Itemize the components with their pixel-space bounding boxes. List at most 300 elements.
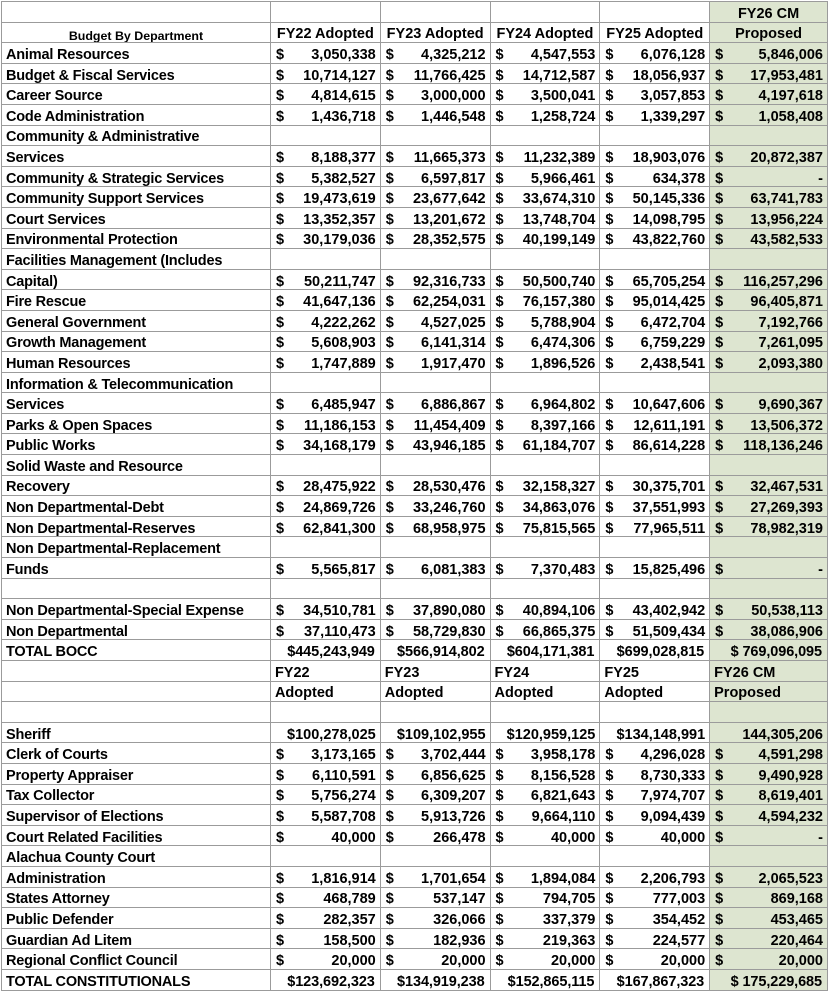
total-amount-fy25 — [600, 969, 710, 990]
currency-symbol: $ — [605, 191, 614, 208]
currency-symbol: $ — [495, 953, 504, 970]
total-row — [2, 640, 828, 661]
amount-text: 4,197,618 — [758, 88, 823, 105]
currency-symbol: $ — [605, 870, 614, 887]
amount-text: 20,000 — [778, 953, 823, 970]
amount-text: 37,890,080 — [412, 603, 486, 620]
amount-text: 116,257,296 — [743, 273, 823, 290]
currency-symbol: $ — [715, 953, 724, 970]
amount-text: 34,168,179 — [303, 438, 376, 455]
currency-symbol: $ — [605, 211, 614, 228]
currency-symbol: $ — [605, 170, 614, 187]
currency-symbol: $ — [275, 170, 285, 187]
cell-amount-empty — [710, 537, 828, 558]
row-label: Code Administration — [2, 104, 271, 125]
cell-amount — [380, 63, 490, 84]
column-header-line1 — [380, 2, 490, 23]
cell-amount — [600, 146, 710, 167]
cell-amount — [600, 43, 710, 64]
amount-text: 6,964,802 — [530, 397, 596, 414]
currency-symbol: $ — [275, 808, 285, 825]
cell-amount — [490, 516, 600, 537]
amount-text: 1,816,914 — [311, 870, 376, 887]
amount-text: 326,066 — [433, 911, 486, 928]
currency-symbol: $ — [495, 438, 504, 455]
row-label-line1: Information & Telecommunication — [2, 372, 271, 393]
amount-text: 6,110,591 — [312, 767, 376, 784]
row-label: Supervisor of Elections — [2, 805, 271, 826]
cell-amount — [270, 434, 380, 455]
currency-symbol: $ — [495, 211, 504, 228]
amount-text: 86,614,228 — [632, 438, 706, 455]
amount-text: 77,965,511 — [633, 520, 706, 537]
currency-symbol: $ — [275, 294, 285, 311]
amount-text: 9,690,367 — [758, 397, 823, 414]
cell-amount — [380, 187, 490, 208]
row-label-line2: Funds — [2, 558, 271, 579]
table-row — [2, 578, 828, 599]
currency-symbol: $ — [495, 603, 504, 620]
row-label: Non Departmental-Special Expense — [2, 599, 271, 620]
cell-amount — [710, 516, 828, 537]
cell-amount-empty — [270, 372, 380, 393]
row-label: Budget & Fiscal Services — [2, 63, 271, 84]
amount-text: 5,966,461 — [530, 170, 596, 187]
cell-amount — [600, 475, 710, 496]
currency-symbol: $ — [605, 149, 614, 166]
amount-text: $699,028,815 — [616, 644, 705, 661]
cell-amount — [270, 805, 380, 826]
cell-amount — [380, 84, 490, 105]
budget-table-body — [2, 2, 828, 991]
table-row — [2, 722, 828, 743]
cell-amount-empty — [600, 846, 710, 867]
cell-amount — [710, 393, 828, 414]
currency-symbol: $ — [275, 191, 285, 208]
currency-symbol: $ — [385, 561, 394, 578]
column-header-line1: FY24 — [490, 661, 600, 682]
currency-symbol: $ — [495, 397, 504, 414]
cell-amount — [490, 207, 600, 228]
cell-amount — [600, 207, 710, 228]
currency-symbol: $ — [385, 911, 394, 928]
table-row — [2, 496, 828, 517]
currency-symbol: $ — [385, 191, 394, 208]
currency-symbol: $ — [605, 47, 614, 63]
amount-text: 40,199,149 — [522, 232, 596, 249]
cell-amount-empty — [600, 372, 710, 393]
currency-symbol: $ — [385, 788, 394, 805]
cell-amount — [600, 949, 710, 970]
amount-text: 3,958,178 — [530, 747, 596, 764]
cell-amount — [270, 475, 380, 496]
cell-amount — [600, 599, 710, 620]
budget-spreadsheet — [0, 1, 829, 990]
cell-amount-empty — [490, 846, 600, 867]
cell-amount — [490, 805, 600, 826]
cell-amount — [380, 475, 490, 496]
table-row — [2, 763, 828, 784]
amount-text: 28,530,476 — [412, 479, 486, 496]
amount-text: $134,148,991 — [616, 726, 706, 743]
row-label-line1: Alachua County Court — [2, 846, 271, 867]
cell-amount — [710, 599, 828, 620]
cell-amount-empty — [490, 455, 600, 476]
row-label: Public Defender — [2, 908, 271, 929]
cell-amount — [380, 578, 490, 599]
row-label-line1: Solid Waste and Resource — [2, 455, 271, 476]
table-row — [2, 146, 828, 167]
cell-amount — [490, 949, 600, 970]
currency-symbol: $ — [385, 438, 394, 455]
cell-amount — [270, 702, 380, 723]
amount-text: 3,050,338 — [311, 47, 376, 63]
cell-amount — [710, 187, 828, 208]
currency-symbol: $ — [495, 108, 504, 125]
cell-amount — [710, 496, 828, 517]
cell-amount-empty — [270, 125, 380, 146]
cell-amount — [490, 228, 600, 249]
currency-symbol: $ — [275, 891, 285, 908]
amount-text: 14,098,795 — [632, 211, 706, 228]
amount-text: 220,464 — [770, 932, 823, 949]
cell-amount-empty — [600, 537, 710, 558]
cell-amount-empty — [490, 249, 600, 270]
amount-text: 33,246,760 — [412, 500, 486, 517]
table-row — [2, 104, 828, 125]
cell-amount — [270, 887, 380, 908]
cell-amount — [270, 949, 380, 970]
cell-amount-empty — [710, 455, 828, 476]
currency-symbol: $ — [715, 191, 724, 208]
amount-text: 10,647,606 — [632, 397, 706, 414]
amount-text: $100,278,025 — [287, 726, 376, 743]
row-label: Non Departmental — [2, 619, 271, 640]
row-label — [2, 702, 271, 723]
amount-text: 6,076,128 — [640, 47, 706, 63]
cell-amount — [710, 63, 828, 84]
currency-symbol: $ — [605, 911, 614, 928]
amount-text: 43,582,533 — [750, 232, 823, 249]
cell-amount — [380, 516, 490, 537]
amount-text: 1,058,408 — [758, 108, 823, 125]
row-label-line1: Community & Administrative — [2, 125, 271, 146]
table-row — [2, 413, 828, 434]
amount-text: 3,173,165 — [311, 747, 376, 764]
amount-text: 266,478 — [433, 829, 486, 846]
cell-amount — [490, 393, 600, 414]
currency-symbol: $ — [495, 520, 504, 537]
currency-symbol: $ — [605, 808, 614, 825]
cell-amount — [600, 722, 710, 743]
cell-amount — [710, 228, 828, 249]
cell-amount — [270, 578, 380, 599]
amount-text: 6,081,383 — [421, 561, 486, 578]
amount-text: 337,379 — [542, 911, 596, 928]
header-dept-blank — [2, 661, 271, 682]
currency-symbol: $ — [495, 417, 504, 434]
cell-amount — [710, 949, 828, 970]
amount-text: 9,490,928 — [758, 767, 823, 784]
currency-symbol: $ — [385, 520, 394, 537]
currency-symbol: $ — [715, 397, 724, 414]
currency-symbol: $ — [495, 747, 504, 764]
table-row — [2, 455, 828, 476]
cell-amount — [270, 84, 380, 105]
cell-amount-empty — [380, 537, 490, 558]
amount-text: 13,201,672 — [412, 211, 486, 228]
amount-text: 4,222,262 — [311, 314, 376, 331]
cell-amount-empty — [270, 249, 380, 270]
cell-amount — [600, 352, 710, 373]
amount-text: 11,186,153 — [303, 417, 376, 434]
cell-amount — [380, 207, 490, 228]
cell-amount — [380, 887, 490, 908]
cell-amount — [490, 599, 600, 620]
row-label: Career Source — [2, 84, 271, 105]
header-department-label: Budget By Department — [2, 22, 271, 43]
amount-text: 7,370,483 — [530, 561, 596, 578]
cell-amount — [380, 269, 490, 290]
amount-text: 68,958,975 — [412, 520, 486, 537]
currency-symbol: $ — [275, 767, 285, 784]
cell-amount — [710, 722, 828, 743]
row-label-line1: Facilities Management (Includes — [2, 249, 271, 270]
cell-amount-empty — [380, 249, 490, 270]
total-label: TOTAL BOCC — [2, 640, 271, 661]
cell-amount — [380, 928, 490, 949]
currency-symbol: $ — [275, 623, 285, 640]
currency-symbol: $ — [495, 232, 504, 249]
currency-symbol: $ — [495, 273, 504, 290]
cell-amount — [270, 413, 380, 434]
amount-text: 63,741,783 — [750, 191, 823, 208]
amount-text: 5,565,817 — [311, 561, 376, 578]
currency-symbol: $ — [275, 870, 285, 887]
amount-text: 66,865,375 — [522, 623, 596, 640]
amount-text: 118,136,246 — [743, 438, 823, 455]
currency-symbol: $ — [385, 211, 394, 228]
cell-amount — [600, 84, 710, 105]
row-label: Regional Conflict Council — [2, 949, 271, 970]
currency-symbol: $ — [715, 829, 724, 846]
amount-text: 6,485,947 — [311, 397, 376, 414]
amount-text: 11,454,409 — [413, 417, 486, 434]
amount-text: 4,527,025 — [421, 314, 486, 331]
cell-amount — [490, 866, 600, 887]
currency-symbol: $ — [715, 479, 724, 496]
amount-text: 453,465 — [770, 911, 823, 928]
cell-amount — [600, 187, 710, 208]
cell-amount — [380, 866, 490, 887]
cell-amount — [710, 619, 828, 640]
amount-text: 15,825,496 — [632, 561, 706, 578]
row-label: Environmental Protection — [2, 228, 271, 249]
row-label: Animal Resources — [2, 43, 271, 64]
table-row — [2, 743, 828, 764]
cell-amount — [710, 104, 828, 125]
amount-text: 282,357 — [323, 911, 376, 928]
amount-text: - — [818, 829, 823, 846]
row-label: Guardian Ad Litem — [2, 928, 271, 949]
table-row — [2, 166, 828, 187]
currency-symbol: $ — [605, 603, 614, 620]
table-header-row — [2, 22, 828, 43]
currency-symbol: $ — [275, 355, 285, 372]
amount-text: 23,677,642 — [412, 191, 486, 208]
amount-text: 24,869,726 — [303, 500, 376, 517]
amount-text: 19,473,619 — [303, 191, 376, 208]
currency-symbol: $ — [275, 88, 285, 105]
cell-amount — [490, 352, 600, 373]
amount-text: 5,788,904 — [530, 314, 596, 331]
row-label-line2: Recovery — [2, 475, 271, 496]
cell-amount — [380, 825, 490, 846]
amount-text: 4,814,615 — [311, 88, 376, 105]
cell-amount-empty — [380, 372, 490, 393]
cell-amount — [380, 558, 490, 579]
amount-text: 92,316,733 — [412, 273, 486, 290]
amount-text: 61,184,707 — [522, 438, 596, 455]
cell-amount — [710, 331, 828, 352]
currency-symbol: $ — [605, 417, 614, 434]
amount-text: 62,841,300 — [303, 520, 376, 537]
column-header-fy23: FY23 Adopted — [380, 22, 490, 43]
amount-text: 7,261,095 — [758, 335, 823, 352]
amount-text: 6,472,704 — [640, 314, 706, 331]
amount-text: $152,865,115 — [507, 973, 595, 990]
table-row — [2, 928, 828, 949]
currency-symbol: $ — [385, 891, 394, 908]
cell-amount — [380, 393, 490, 414]
currency-symbol: $ — [275, 788, 285, 805]
amount-text: 27,269,393 — [750, 500, 823, 517]
currency-symbol: $ — [495, 191, 504, 208]
cell-amount — [490, 825, 600, 846]
amount-text: 30,179,036 — [303, 232, 376, 249]
column-header-fy25: FY25 Adopted — [600, 22, 710, 43]
column-header-fy22: FY22 Adopted — [270, 22, 380, 43]
table-row — [2, 63, 828, 84]
amount-text: $566,914,802 — [397, 644, 485, 661]
cell-amount-empty — [270, 537, 380, 558]
cell-amount — [270, 207, 380, 228]
cell-amount — [490, 722, 600, 743]
amount-text: 78,982,319 — [750, 520, 823, 537]
cell-amount — [380, 619, 490, 640]
amount-text: $167,867,323 — [616, 973, 705, 990]
table-row — [2, 125, 828, 146]
currency-symbol: $ — [275, 747, 285, 764]
table-row — [2, 866, 828, 887]
amount-text: 3,057,853 — [640, 88, 706, 105]
amount-text: 13,506,372 — [750, 417, 823, 434]
currency-symbol: $ — [385, 500, 394, 517]
cell-amount — [600, 104, 710, 125]
amount-text: 13,956,224 — [750, 211, 823, 228]
amount-text: $ 175,229,685 — [730, 973, 822, 990]
table-row — [2, 269, 828, 290]
amount-text: 158,500 — [323, 932, 376, 949]
currency-symbol: $ — [715, 335, 724, 352]
total-row — [2, 969, 828, 990]
cell-amount — [490, 784, 600, 805]
cell-amount-empty — [710, 846, 828, 867]
currency-symbol: $ — [605, 355, 614, 372]
cell-amount-empty — [270, 846, 380, 867]
currency-symbol: $ — [715, 211, 724, 228]
cell-amount — [600, 578, 710, 599]
amount-text: 40,000 — [331, 829, 376, 846]
cell-amount — [270, 269, 380, 290]
cell-amount — [380, 805, 490, 826]
currency-symbol: $ — [385, 355, 394, 372]
amount-text: $123,692,323 — [287, 973, 375, 990]
currency-symbol: $ — [385, 88, 394, 105]
amount-text: 8,188,377 — [311, 149, 376, 166]
currency-symbol: $ — [385, 767, 394, 784]
currency-symbol: $ — [605, 953, 614, 970]
cell-amount — [600, 516, 710, 537]
cell-amount — [710, 207, 828, 228]
cell-amount — [490, 475, 600, 496]
cell-amount — [710, 887, 828, 908]
cell-amount — [270, 310, 380, 331]
row-label: Fire Rescue — [2, 290, 271, 311]
cell-amount — [600, 269, 710, 290]
cell-amount — [710, 743, 828, 764]
column-header-line1 — [270, 2, 380, 23]
cell-amount — [710, 43, 828, 64]
currency-symbol: $ — [715, 294, 724, 311]
currency-symbol: $ — [275, 911, 285, 928]
currency-symbol: $ — [385, 47, 394, 63]
currency-symbol: $ — [495, 500, 504, 517]
amount-text: 4,594,232 — [758, 808, 823, 825]
cell-amount — [710, 558, 828, 579]
currency-symbol: $ — [715, 603, 724, 620]
table-header-row-top — [2, 2, 828, 23]
cell-amount-empty — [490, 125, 600, 146]
currency-symbol: $ — [385, 108, 394, 125]
currency-symbol: $ — [385, 149, 394, 166]
amount-text: 65,705,254 — [632, 273, 706, 290]
amount-text: 8,156,528 — [530, 767, 596, 784]
currency-symbol: $ — [275, 829, 285, 846]
currency-symbol: $ — [605, 767, 614, 784]
table-row — [2, 352, 828, 373]
amount-text: 34,510,781 — [303, 603, 376, 620]
currency-symbol: $ — [495, 561, 504, 578]
cell-amount — [490, 887, 600, 908]
currency-symbol: $ — [385, 603, 394, 620]
column-header-fy23: Adopted — [380, 681, 490, 702]
cell-amount — [380, 290, 490, 311]
cell-amount — [380, 43, 490, 64]
amount-text: 6,856,625 — [421, 767, 486, 784]
currency-symbol: $ — [715, 149, 724, 166]
table-row — [2, 825, 828, 846]
currency-symbol: $ — [275, 438, 285, 455]
amount-text: 9,094,439 — [640, 808, 706, 825]
total-amount-fy23 — [380, 640, 490, 661]
amount-text: 354,452 — [652, 911, 706, 928]
currency-symbol: $ — [715, 314, 724, 331]
cell-amount — [710, 146, 828, 167]
table-row — [2, 228, 828, 249]
table-row — [2, 84, 828, 105]
amount-text: 8,397,166 — [530, 417, 596, 434]
